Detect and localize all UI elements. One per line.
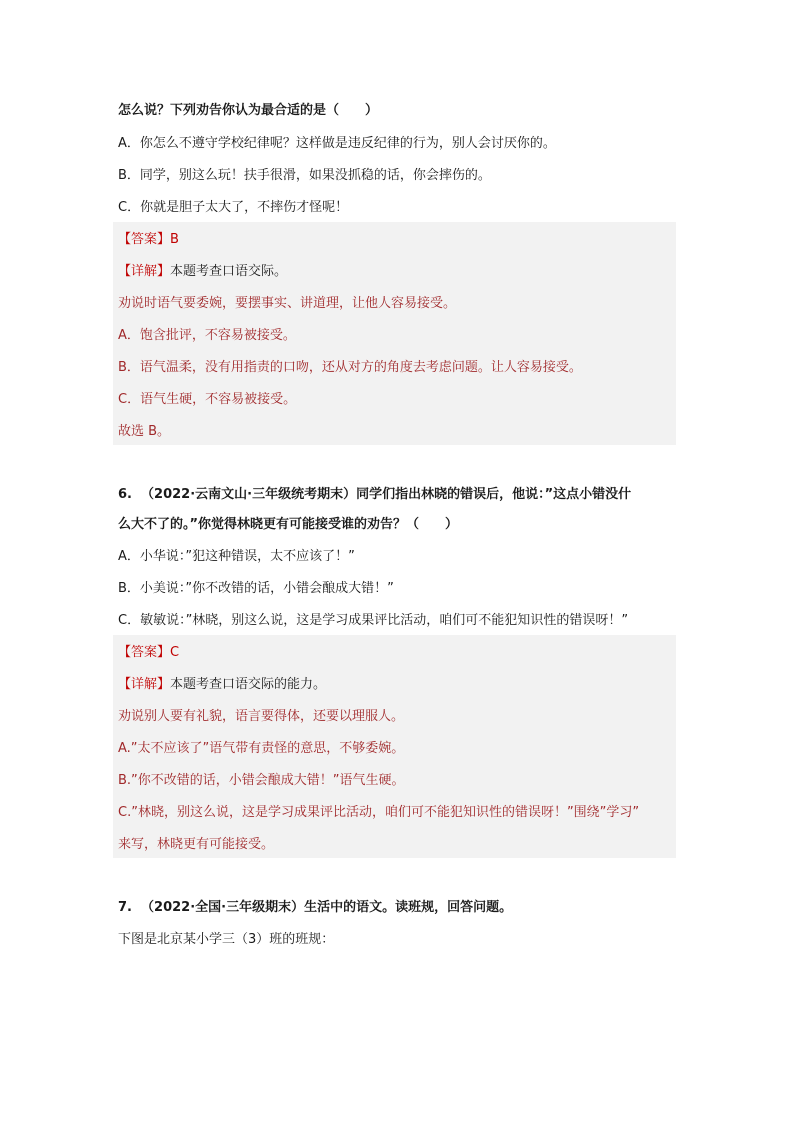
q6-option-c: C．敏敏说：”林晓，别这么说，这是学习成果评比活动，咱们可不能犯知识性的错误呀！” [118, 613, 629, 628]
q6-option-b: B．小美说：”你不改错的话，小错会酿成大错！” [118, 581, 394, 596]
answer-tag: 【答案】 [118, 232, 171, 247]
q7-stem [118, 898, 512, 918]
q5-answer [118, 230, 179, 250]
q5-detail [118, 262, 287, 282]
q6-explanation-4: C.”林晓，别这么说，这是学习成果评比活动，咱们可不能犯知识性的错误呀！”围绕”学习” [118, 805, 640, 820]
q6-explanation-5: 来写，林晓更有可能接受。 [118, 837, 275, 852]
q5-stem: 怎么说？下列劝告你认为最合适的是（ ） [118, 103, 379, 118]
detail-intro: 本题考查口语交际的能力。 [170, 677, 327, 692]
q6-explanation-3: B.”你不改错的话，小错会酿成大错！”语气生硬。 [118, 773, 405, 788]
answer-value: B [170, 232, 179, 247]
q6-stem-text: （2022·云南文山·三年级统考期末）同学们指出林晓的错误后，他说：”这点小错没什 [141, 487, 632, 502]
q6-answer [118, 643, 179, 663]
q6-stem-line2: 么大不了的。”你觉得林晓更有可能接受谁的劝告？（ ） [118, 517, 459, 532]
q7-sub: 下图是北京某小学三（3）班的班规： [118, 932, 335, 947]
detail-tag: 【详解】 [118, 264, 171, 279]
q5-explanation-2: A．饱含批评，不容易被接受。 [118, 328, 296, 343]
q5-option-c: C．你就是胆子太大了，不摔伤才怪呢！ [118, 200, 349, 215]
detail-intro: 本题考查口语交际。 [170, 264, 288, 279]
q6-explanation-2: A.”太不应该了”语气带有责怪的意思，不够委婉。 [118, 741, 405, 756]
q5-explanation-5: 故选 B。 [118, 424, 171, 439]
q6-stem-line1 [118, 485, 631, 505]
q6-option-a: A．小华说：”犯这种错误，太不应该了！” [118, 549, 355, 564]
q5-option-a: A．你怎么不遵守学校纪律呢？这样做是违反纪律的行为，别人会讨厌你的。 [118, 136, 556, 151]
q5-explanation-1: 劝说时语气要委婉，要摆事实、讲道理，让他人容易接受。 [118, 296, 457, 311]
q5-explanation-4: C．语气生硬，不容易被接受。 [118, 392, 297, 407]
answer-tag: 【答案】 [118, 645, 171, 660]
answer-value: C [170, 645, 180, 660]
q5-option-b: B．同学，别这么玩！扶手很滑，如果没抓稳的话，你会摔伤的。 [118, 168, 491, 183]
detail-tag: 【详解】 [118, 677, 171, 692]
q7-stem-text: （2022·全国·三年级期末）生活中的语文。读班规，回答问题。 [141, 900, 513, 915]
q6-detail [118, 675, 326, 695]
q7-number: 7. [118, 900, 132, 915]
q6-explanation-1: 劝说别人要有礼貌，语言要得体，还要以理服人。 [118, 709, 405, 724]
q6-number: 6. [118, 487, 132, 502]
q5-explanation-3: B．语气温柔，没有用指责的口吻，还从对方的角度去考虑问题。让人容易接受。 [118, 360, 582, 375]
